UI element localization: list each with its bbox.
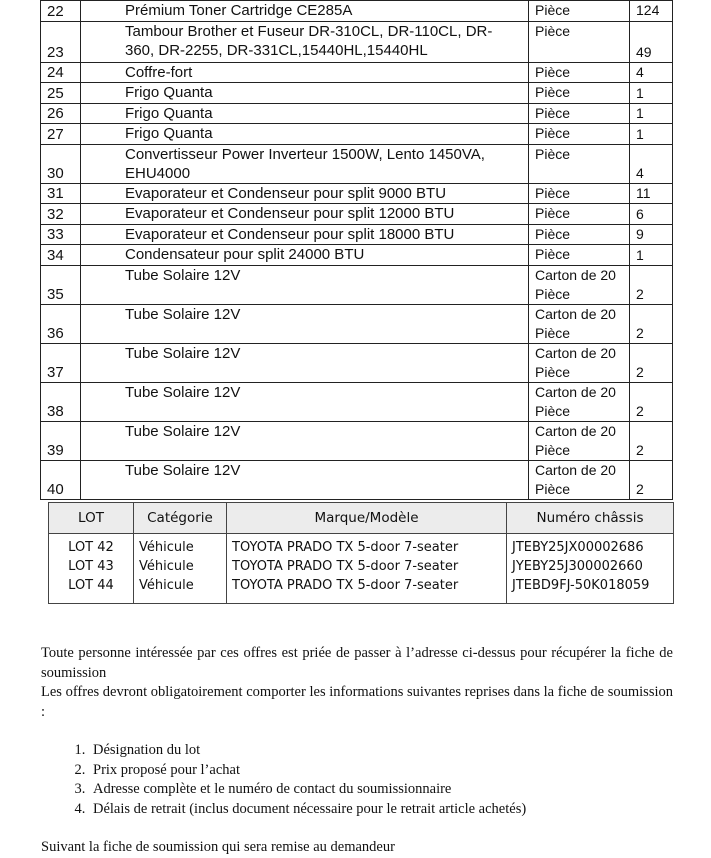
intro-paragraph: Toute personne intéressée par ces offres est priée de passer à l’adresse ci-dessus pour récupérer la fiche de soumission [41,645,673,681]
header-category: Catégorie [134,503,227,534]
table-row [41,144,673,183]
designation-cell: Tube Solaire 12V [81,343,529,382]
row-number-cell: 35 [41,265,81,304]
chassis-cell: JYEBY25J300002660 [507,557,674,576]
quantity-cell: 1 [630,83,673,104]
quantity-cell: 2 [630,343,673,382]
footer-paragraph: Suivant la fiche de soumission qui sera remise au demandeur [41,839,395,855]
row-number-cell: 36 [41,304,81,343]
requirements-paragraph: Les offres devront obligatoirement comporter les informations suivantes reprises dans la fiche de soumission : [41,684,673,720]
designation-cell: Convertisseur Power Inverteur 1500W, Lento 1450VA, EHU4000 [81,144,529,183]
table-row [41,62,673,83]
conditions-text [41,644,673,858]
unit-cell: Pièce [529,83,630,104]
designation-cell: Frigo Quanta [81,124,529,145]
unit-cell: Pièce [529,62,630,83]
unit-cell: Carton de 20 Pièce [529,382,630,421]
designation-cell: Frigo Quanta [81,103,529,124]
requirements-list [41,741,673,819]
table-row [41,343,673,382]
designation-cell: Tube Solaire 12V [81,265,529,304]
row-number-cell: 32 [41,204,81,225]
category-cell: Véhicule [134,576,227,604]
table-row [41,21,673,62]
header-chassis: Numéro châssis [507,503,674,534]
designation-cell: Condensateur pour split 24000 BTU [81,245,529,266]
unit-cell: Pièce [529,224,630,245]
unit-cell: Pièce [529,21,630,62]
table-row [49,557,674,576]
quantity-cell: 11 [630,183,673,204]
designation-cell: Frigo Quanta [81,83,529,104]
row-number-cell: 40 [41,460,81,499]
model-cell: TOYOTA PRADO TX 5-door 7-seater [227,557,507,576]
table-row [41,103,673,124]
row-number-cell: 34 [41,245,81,266]
table-row [41,304,673,343]
row-number-cell: 22 [41,1,81,22]
table-row [41,421,673,460]
chassis-cell: JTEBY25JX00002686 [507,534,674,558]
list-item: 2. Prix proposé pour l’achat [89,761,673,781]
category-cell: Véhicule [134,557,227,576]
table-row [41,183,673,204]
category-cell: Véhicule [134,534,227,558]
quantity-cell: 2 [630,304,673,343]
list-item: 1. Désignation du lot [89,741,673,761]
chassis-cell: JTEBD9FJ-50K018059 [507,576,674,604]
table-row [41,124,673,145]
table-row [49,576,674,604]
table-row [49,534,674,558]
unit-cell: Carton de 20 Pièce [529,460,630,499]
unit-cell: Pièce [529,183,630,204]
quantity-cell: 6 [630,204,673,225]
row-number-cell: 38 [41,382,81,421]
unit-cell: Pièce [529,144,630,183]
quantity-cell: 124 [630,1,673,22]
vehicles-header-row [49,503,674,534]
designation-cell: Tube Solaire 12V [81,421,529,460]
designation-cell: Evaporateur et Condenseur pour split 9000 BTU [81,183,529,204]
quantity-cell: 2 [630,421,673,460]
unit-cell: Pièce [529,103,630,124]
unit-cell: Pièce [529,204,630,225]
designation-cell: Evaporateur et Condenseur pour split 18000 BTU [81,224,529,245]
quantity-cell: 2 [630,265,673,304]
row-number-cell: 27 [41,124,81,145]
table-row [41,382,673,421]
table-row [41,245,673,266]
unit-cell: Carton de 20 Pièce [529,343,630,382]
designation-cell: Tube Solaire 12V [81,460,529,499]
designation-cell: Coffre-fort [81,62,529,83]
designation-cell: Prémium Toner Cartridge CE285A [81,1,529,22]
unit-cell: Pièce [529,124,630,145]
table-row [41,460,673,499]
designation-cell: Evaporateur et Condenseur pour split 12000 BTU [81,204,529,225]
designation-cell: Tambour Brother et Fuseur DR-310CL, DR-110CL, DR-360, DR-2255, DR-331CL,15440HL,15440HL [81,21,529,62]
quantity-cell: 4 [630,62,673,83]
row-number-cell: 23 [41,21,81,62]
table-row [41,224,673,245]
unit-cell: Pièce [529,245,630,266]
quantity-cell: 1 [630,124,673,145]
row-number-cell: 37 [41,343,81,382]
row-number-cell: 30 [41,144,81,183]
quantity-cell: 9 [630,224,673,245]
list-item: 4. Délais de retrait (inclus document nécessaire pour le retrait article achetés) [89,800,673,820]
lot-cell: LOT 42 [49,534,134,558]
table-row [41,83,673,104]
quantity-cell: 49 [630,21,673,62]
quantity-cell: 1 [630,245,673,266]
table-row [41,204,673,225]
vehicles-table [48,502,674,604]
unit-cell: Carton de 20 Pièce [529,421,630,460]
row-number-cell: 33 [41,224,81,245]
row-number-cell: 39 [41,421,81,460]
quantity-cell: 2 [630,460,673,499]
row-number-cell: 24 [41,62,81,83]
quantity-cell: 2 [630,382,673,421]
items-table [40,0,673,500]
list-item: 3. Adresse complète et le numéro de contact du soumissionnaire [89,780,673,800]
table-row [41,1,673,22]
quantity-cell: 4 [630,144,673,183]
model-cell: TOYOTA PRADO TX 5-door 7-seater [227,534,507,558]
quantity-cell: 1 [630,103,673,124]
unit-cell: Pièce [529,1,630,22]
lot-cell: LOT 43 [49,557,134,576]
lot-cell: LOT 44 [49,576,134,604]
model-cell: TOYOTA PRADO TX 5-door 7-seater [227,576,507,604]
unit-cell: Carton de 20 Pièce [529,304,630,343]
header-model: Marque/Modèle [227,503,507,534]
header-lot: LOT [49,503,134,534]
row-number-cell: 25 [41,83,81,104]
unit-cell: Carton de 20 Pièce [529,265,630,304]
row-number-cell: 31 [41,183,81,204]
designation-cell: Tube Solaire 12V [81,304,529,343]
row-number-cell: 26 [41,103,81,124]
table-row [41,265,673,304]
designation-cell: Tube Solaire 12V [81,382,529,421]
